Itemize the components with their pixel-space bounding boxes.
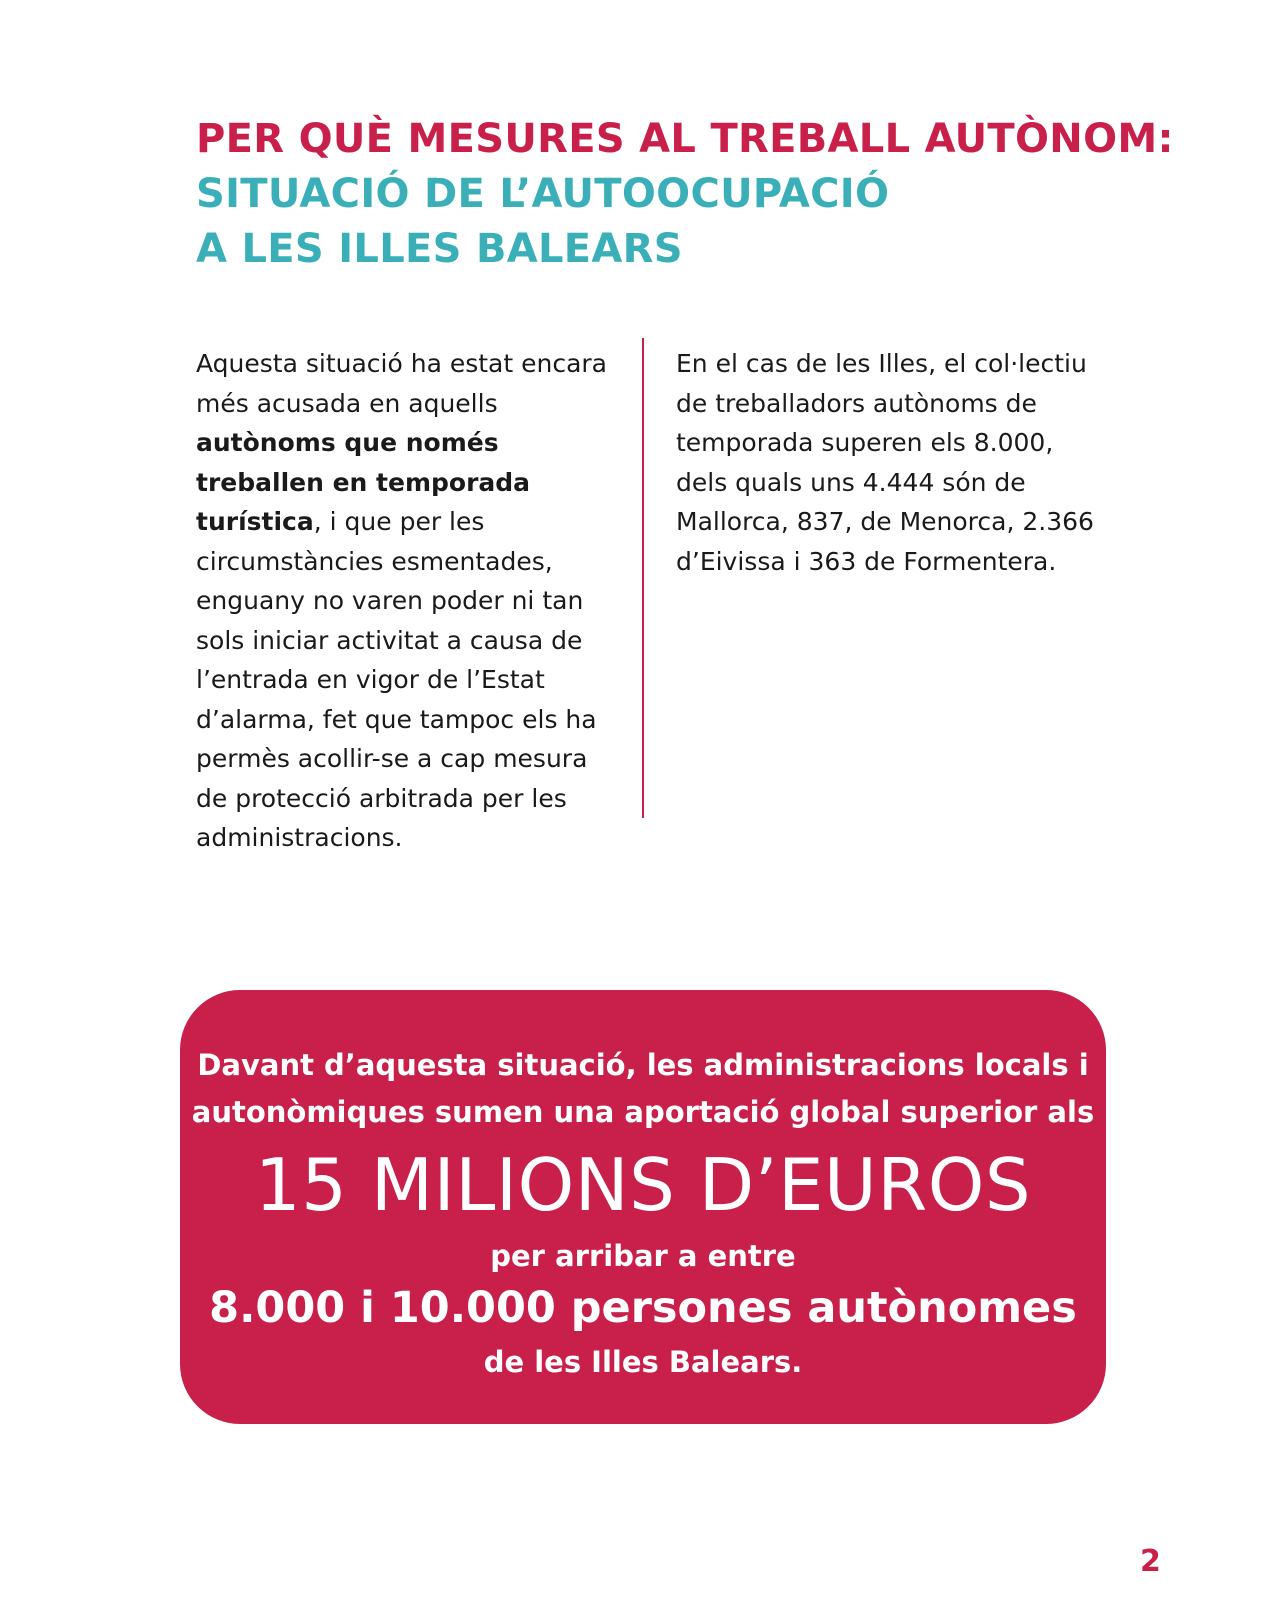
callout-intro-line-2: autonòmiques sumen una aportació global superior als [191, 1095, 1095, 1129]
left-text-column [196, 344, 626, 858]
left-text-highlight: autònoms que només treballen en temporada turística [196, 428, 531, 536]
funding-callout [180, 990, 1106, 1424]
callout-intro [180, 1042, 1106, 1136]
page-heading [196, 112, 1196, 277]
right-text-column [676, 344, 1106, 581]
callout-region: de les Illes Balears. [483, 1345, 803, 1379]
left-text-intro: Aquesta situació ha estat encara més acusada en aquells [196, 349, 607, 418]
left-text-rest: , i que per les circumstàncies esmentades, enguany no varen poder ni tan sols iniciar activitat a causa de l’entrada en vigor de l’Estat d’alarma, fet que tampoc els ha permès acollir-se a cap mesura de protecció arbitrada per les administracions. [196, 507, 597, 852]
callout-reach: per arribar a entre [490, 1239, 796, 1273]
column-divider [642, 338, 644, 818]
right-text: En el cas de les Illes, el col·lectiu de treballadors autònoms de temporada superen els 8.000, dels quals uns 4.444 són de Mallorca, 837, de Menorca, 2.366 d’Eivissa i 363 de Formentera. [676, 349, 1094, 576]
callout-people: 8.000 i 10.000 persones autònomes [209, 1283, 1077, 1333]
heading-line-2: SITUACIÓ DE L’AUTOOCUPACIÓ [196, 171, 890, 217]
callout-intro-line-1: Davant d’aquesta situació, les administracions locals i [197, 1048, 1089, 1082]
heading-line-3: A LES ILLES BALEARS [196, 226, 683, 272]
heading-line-1: PER QUÈ MESURES AL TREBALL AUTÒNOM: [196, 116, 1174, 162]
callout-amount: 15 MILIONS D’EUROS [254, 1143, 1032, 1227]
page-number: 2 [1140, 1544, 1161, 1579]
